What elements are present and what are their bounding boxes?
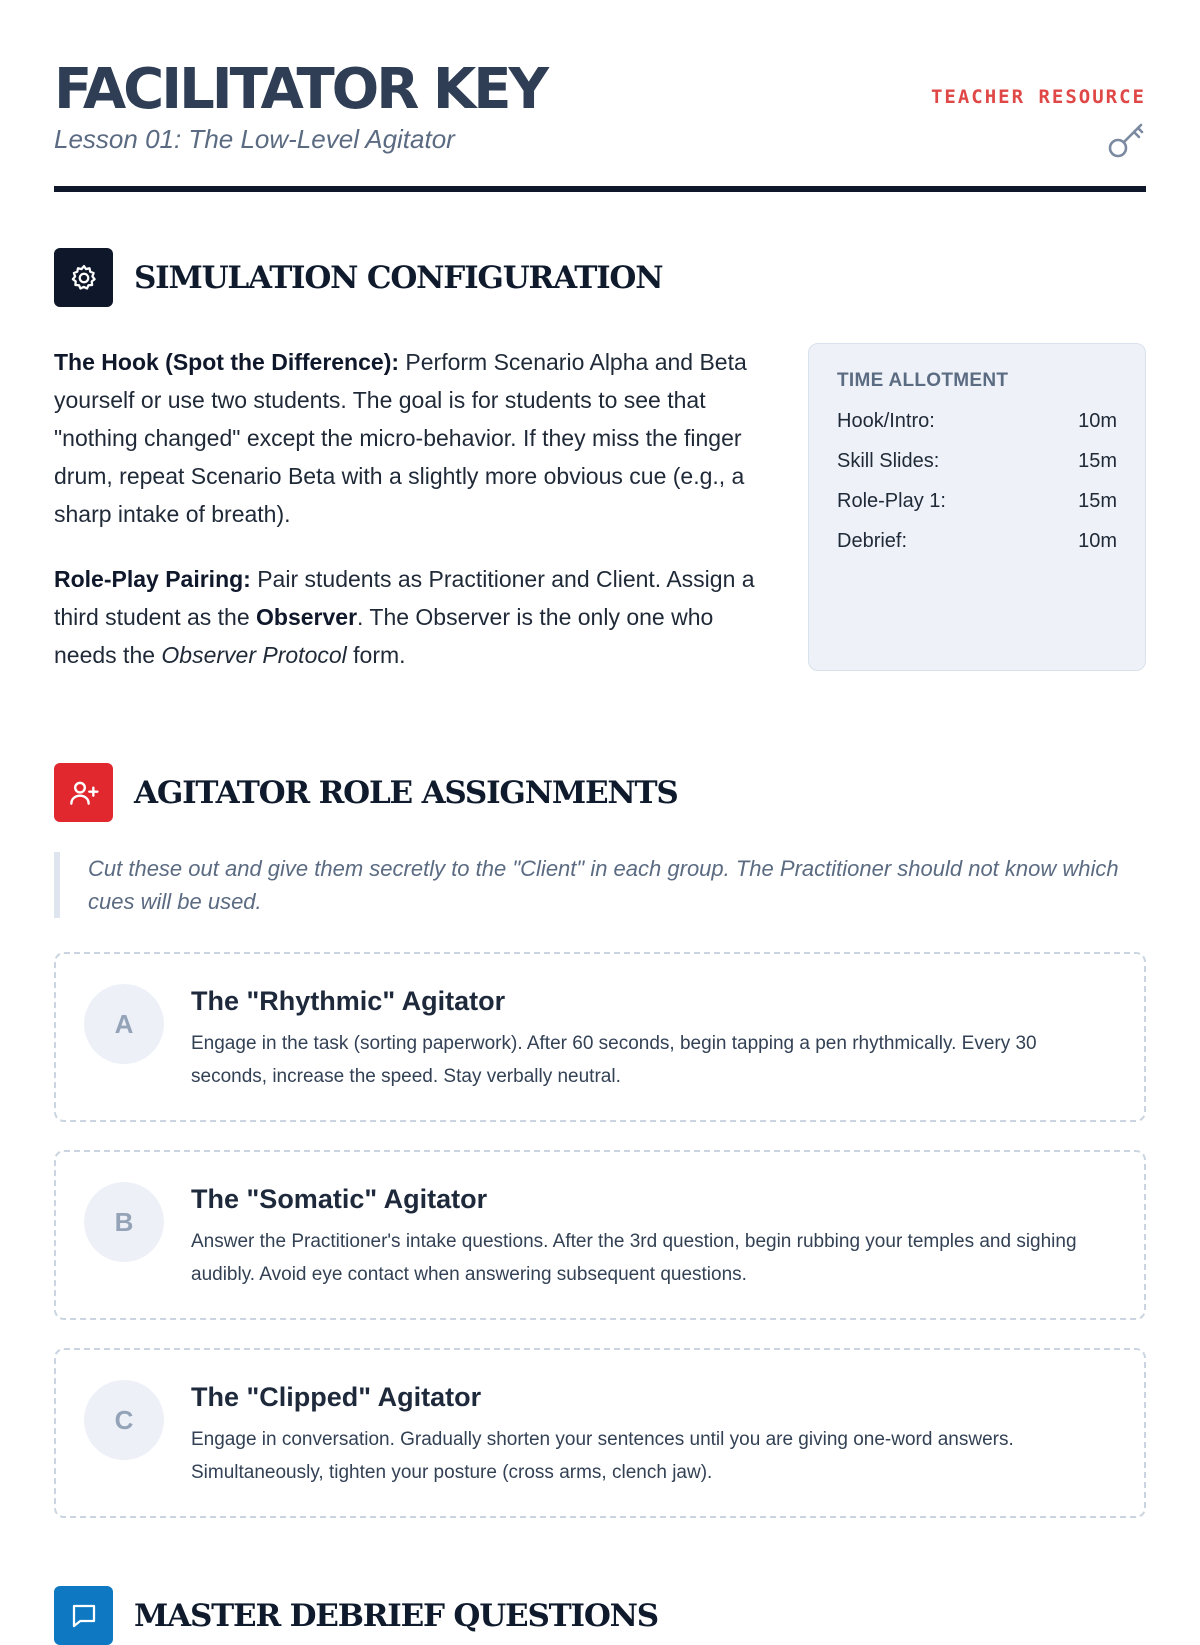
time-allotment-label: TIME ALLOTMENT xyxy=(837,370,1009,391)
config-body xyxy=(54,343,1146,701)
role-card xyxy=(54,1150,1146,1320)
pairing-label: Role-Play Pairing: xyxy=(54,566,251,592)
roles-section-header xyxy=(54,763,1146,822)
time-row-name: Skill Slides: xyxy=(837,450,940,472)
chat-bubble-icon xyxy=(54,1586,113,1645)
header xyxy=(54,0,1146,192)
hook-label: The Hook (Spot the Difference): xyxy=(54,349,400,375)
role-badge: B xyxy=(84,1182,164,1262)
key-icon xyxy=(1106,120,1146,160)
time-row-value: 15m xyxy=(1078,490,1117,512)
observer-term: Observer xyxy=(256,604,358,630)
gear-icon xyxy=(54,248,113,307)
config-section-header xyxy=(54,248,1146,307)
config-title: SIMULATION CONFIGURATION xyxy=(134,259,663,296)
pairing-paragraph xyxy=(54,560,764,674)
config-text xyxy=(54,343,764,701)
role-title: The "Rhythmic" Agitator xyxy=(191,986,506,1016)
time-row-value: 10m xyxy=(1078,530,1117,552)
teacher-resource-label: TEACHER RESOURCE xyxy=(930,86,1146,108)
time-row xyxy=(837,486,1117,526)
page-subtitle: Lesson 01: The Low-Level Agitator xyxy=(54,124,455,154)
pairing-text: form. xyxy=(346,642,406,668)
time-row-value: 15m xyxy=(1078,450,1117,472)
time-row xyxy=(837,526,1117,566)
role-title: The "Clipped" Agitator xyxy=(191,1382,482,1412)
debrief-section-header xyxy=(54,1586,1146,1645)
time-row xyxy=(837,406,1117,446)
observer-protocol-term: Observer Protocol xyxy=(161,642,347,668)
hook-paragraph xyxy=(54,343,764,533)
hook-text: Perform Scenario Alpha and Beta yourself or use two students. The goal is for students to see that "nothing changed" except the micro-behavior. If they miss the finger drum, repeat Scenario Beta with a slightly more obvious cue (e.g., a sharp intake of breath). xyxy=(54,349,747,527)
role-title: The "Somatic" Agitator xyxy=(191,1184,488,1214)
time-row-name: Role-Play 1: xyxy=(837,490,946,512)
pairing-text: . The Observer is the only one who needs the xyxy=(54,604,714,668)
roles-note: Cut these out and give them secretly to the "Client" in each group. The Practitioner should not know which cues will be used. xyxy=(54,852,1146,918)
time-row xyxy=(837,446,1117,486)
add-user-icon xyxy=(54,763,113,822)
page-title: FACILITATOR KEY xyxy=(54,57,547,122)
time-row-value: 10m xyxy=(1078,410,1117,432)
role-body: Engage in conversation. Gradually shorten your sentences until you are giving one-word answers. Simultaneously, tighten your posture (cross arms, clench jaw). xyxy=(191,1429,1014,1483)
role-body: Engage in the task (sorting paperwork). After 60 seconds, begin tapping a pen rhythmically. Every 30 seconds, increase the speed. Stay verbally neutral. xyxy=(191,1033,1037,1087)
time-allotment-box xyxy=(808,343,1146,671)
roles-title: AGITATOR ROLE ASSIGNMENTS xyxy=(134,774,678,811)
role-badge: A xyxy=(84,984,164,1064)
role-card xyxy=(54,952,1146,1122)
debrief-title: MASTER DEBRIEF QUESTIONS xyxy=(134,1597,658,1634)
role-body: Answer the Practitioner's intake questions. After the 3rd question, begin rubbing your temples and sighing audibly. Avoid eye contact when answering subsequent questions. xyxy=(191,1231,1077,1285)
role-card xyxy=(54,1348,1146,1518)
role-badge: C xyxy=(84,1380,164,1460)
time-row-name: Debrief: xyxy=(837,530,908,552)
pairing-text: Pair students as Practitioner and Client. Assign a third student as the xyxy=(54,566,755,630)
time-row-name: Hook/Intro: xyxy=(837,410,935,432)
